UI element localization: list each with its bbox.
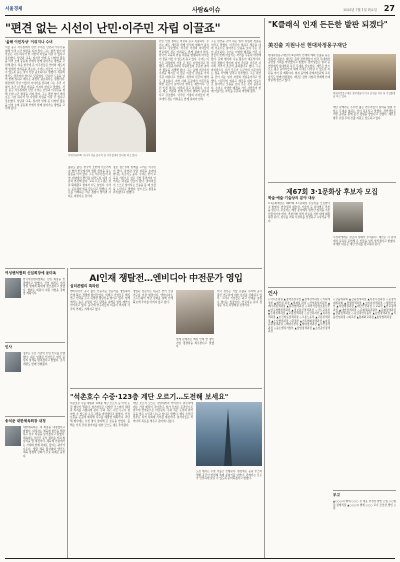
left-box-divider-1 xyxy=(5,268,65,269)
left-box-1-body: 한국여성벤처협회는 신임 회장을 선출했다고 밝혔다. 신임 회장은 여성 창업 생태계 확대에 힘쓰겠다고 말했다. 협회는 회원사 지원 사업을 강화할 계획이다. xyxy=(23,278,65,296)
page-bottom-rule xyxy=(5,558,395,559)
left-column-divider xyxy=(67,268,68,558)
right-top-body-col2: 재단 관계자는 우수한 젊은 연주자들이 실력을 펼칠 수 있는 무대를 넓히는 것이 목표라고 말했다. 장학생들은 이번 공연을 통해 값진 경험을 쌓았다고 전했다. 재단은 향후 유럽 무대 진출 지원도 검토하고 있다. xyxy=(333,106,396,120)
left-box-3-title: 송석준 대한체육회장 내정 xyxy=(5,419,46,423)
masthead xyxy=(5,4,395,14)
obituary-title: 부고 xyxy=(333,493,340,497)
left-box-3-photo xyxy=(5,426,21,446)
award-lead: 학술·예술·기술상의 분야 대상 xyxy=(268,196,315,200)
left-box-1-photo xyxy=(5,278,21,298)
people-list-col2: ◇금융위원회 ▲금융정책과장 ▲자본시장과장 ◇공정거래위원회 ▲경쟁정책과장 ▲소비자정책과장 ◇행정안전부 ▲지방재정과장 ▲재난안전과장 ◇교육부 ▲학교정책과장 ▲대학정책과장 ◇문화체육관광부 ▲문화정책과장 ▲관광정책과장 ◇농림축산식품부 ▲농업정책과장 ▲식품산업과장 ◇외교부 ▲경제외교과장 ▲통상협력과장 xyxy=(333,298,396,319)
left-box-divider-3 xyxy=(5,416,65,417)
lead-body-col4: 난민 인정 절차는 여전히 길고 복잡하다. 수녀는 제도 개선과 함께 인식의 변화가 필요하다고 강조했다. 이주민 가정의 자녀들이 학교에서 겪는 어려움도 함께 살펴야 한다. 한국어 교육과 학습 지원을 병행하며 아이들이 꿈을 키울 수 있도록 돕고 있다. 수녀는 이 모든 과정에서 가장 큰 힘은 사람이라고 말했다. 자원봉사자와 후원자들의 꾸준한 참여가 활동을 지탱해 왔다. 그는 올해 이민자상 수상을 계기로 더 많은 이들이 관심을 가져 주길 바란다고 전했다. 정부와 민간의 협력도 필요하다. 지역 사회 곳곳에서 이주민을 위한 공간이 늘어나야 한다는 제안이다. 난민 인정 절차는 여전히 길고 복잡하다. 수녀는 제도 개선과 함께 인식의 변화가 필요하다고 강조했다. 이주민 가정의 자녀들이 학교에서 겪는 어려움도 함께 살펴야 한다. xyxy=(159,40,209,101)
obituary-list: ▲○○○씨 별세 ○○○ 전 대표 부친상 발인 ○일 ○○병원 장례식장 ▲○○○씨 별세 ○○○ 교수 모친상 발인 ○일 xyxy=(333,500,396,511)
column-divider xyxy=(264,18,265,558)
bottom-body-col2: 계단 오르기 코스는 전망대까지 이어진다. 완주자에게는 기념 메달이 주어진다. 참가 신청은 온라인으로 받으며 선착순으로 마감된다. 주최 측은 도전의 즐거움을 많은 시민과 나누고 싶다고 말했다. 행사 수익금 일부는 지역 사회에 기부될 예정이다. 참가자들은 저마다의 목표를 세우고 준비에 나섰다. xyxy=(133,402,193,423)
left-box-3-body: 대한체육회는 새 회장을 내정했다고 밝혔다. 내정자는 체육계 현안을 해결하고 선수 지원을 늘리겠다고 말했다. 체육회는 조만간 공식 절차를 거쳐 취임식을 열 예정이다. 체육계 안팎에서는 기대와 함께 과제도 많다는 평가가 나온다. 생활 체육 활성화와 엘리트 체육 경쟁력 강화가 주요 과제로 꼽힌다. xyxy=(23,426,65,458)
left-box-2-body: 정부는 주요 기관의 신임 인사를 단행했다. 새로 임명된 인사들은 현장 중심의 정책을 펼치겠다고 밝혔다. 조직 개편도 함께 진행됐다. xyxy=(23,352,65,366)
paper-name: 서울경제 xyxy=(5,7,23,12)
lead-body-col2: 출판도 출신, 한국어 오반에 이르기까지 협력 한국에서의 생활 정착을 돕는 활동을 이어 왔다. 그는 이주민들이 지역 사회에서 뿌리를 내리도록 여러 기관과 연결해 왔다. 교육 프로그램은 점차 확대됐고 참여자 수도 늘었다. 수녀는 공동체의 힘을 믿는다고 말했다. 서로를 이해하는 작은 경험이 쌓이면 사회도 바뀐다는 것이다. xyxy=(68,166,111,198)
middle-byline: 실리콘밸리 특파원 xyxy=(70,284,100,288)
middle-body-col3: 업계 관계자는 핵심 인재 한 명이 기업 경쟁력을 좌우한다고 말했다. xyxy=(176,338,214,349)
page-number: 27 xyxy=(383,4,395,13)
right-top-subhead: 美진출 지원나선 현대차정몽구재단 xyxy=(268,43,347,49)
lead-photo-caption: 이위지나(53) 수녀가 서울 중구의 한 사무실에서 인터뷰 하고 있다. xyxy=(68,154,138,157)
lead-body-col1: 서울 중구 사무실에서 만난 수녀는 난민과 이주민을 위해 오랜 시간 현장을 지켜 왔다. 그는 편견 없이 바라보는 시선 하나가 한 사람의 자립을 이끌 수 있다고 강조했다. 상담과 교육, 일자리 연계 등 다양한 활동을 이어 오며 공동체 안에서 함께 살아가는 방법을 고민해 왔다. 처음 한국에 온 이주민들은 언어와 제도의 벽 앞에서 어려움을 겪는다. 수녀는 이들이 스스로 설 수 있도록 돕는 것이 가장 중요하다고 말했다. 지원의 방식도 달라져야 한다고 덧붙였다. 단순한 도움을 넘어 함께 일하고 배우는 과정이 필요하다는 설명이다. 현장에서 만난 이들의 이야기를 전하며 그는 우리 사회가 조금 더 열린 마음을 가져야 한다고 말했다. 서울 중구 사무실에서 만난 수녀는 난민과 이주민을 위해 오랜 시간 현장을 지켜 왔다. 그는 편견 없이 바라보는 시선 하나가 한 사람의 자립을 이끌 수 있다고 강조했다. 상담과 교육, 일자리 연계 등 다양한 활동을 이어 오며 공동체 안에서 함께 살아가는 방법을 고민해 왔다. xyxy=(5,46,65,111)
obituary-rule xyxy=(333,490,396,491)
people-top-rule xyxy=(268,287,396,288)
right-top-headline: "K클래식 인재 든든한 발판 되겠다" xyxy=(268,20,388,29)
left-box-2-title: 인사 xyxy=(5,345,12,349)
left-box-divider-2 xyxy=(5,342,65,343)
portrait-figure xyxy=(90,58,132,104)
middle-photo xyxy=(176,290,214,334)
middle-body-col2: 영입된 전문가는 대규모 언어 모델 연구를 이끌 예정이다. 엔비디아는 소프트웨어 역량 강화를 위해 인재 확보에 투자를 아끼지 않고 있다. xyxy=(133,290,173,304)
award-photo xyxy=(333,202,363,232)
tower-figure xyxy=(224,408,232,466)
bottom-photo xyxy=(196,402,262,466)
bottom-top-rule xyxy=(70,388,262,389)
right-top-photo-caption: 현대차정몽구재단 장학생들이 미국 공연을 마친 뒤 기념촬영을 하고 있다. xyxy=(333,92,396,98)
portrait-body xyxy=(78,102,146,152)
left-box-1-title: 여성벤처협회 신임회장에 윤미옥 xyxy=(5,271,57,275)
people-list-col1: ◇국무조정실 ▲정책조정국장 ▲정책관리과장 ◇기획재정부 ▲예산실 과장 ▲세제실 과장 ◇산업통상자원부 ▲에너지정책과장 ▲통상협력과장 ◇과학기술정보통신부 ▲연구개발정책과장 ▲정보통신정책과장 ◇국토교통부 ▲주택정책과장 ▲교통정책과장 ◇보건복지부 ▲복지정책과장 ▲보건의료정책과장 ◇고용노동부 ▲고용정책과장 ▲노사협력과장 ◇환경부 ▲기후변화정책과장 ▲자원순환정책과장 ◇해양수산부 ▲해양정책과장 ▲수산정책과장 ◇중소벤처기업부 ▲창업정책과장 ▲소상공인정책과장 xyxy=(268,298,330,334)
right-divider xyxy=(268,182,396,183)
section-name: 사람&이슈 xyxy=(192,7,221,14)
middle-top-rule xyxy=(70,268,262,269)
lead-headline: "편견 없는 시선이 난민·이주민 자립 이끌죠" xyxy=(5,21,221,35)
left-box-2-photo xyxy=(5,352,21,372)
middle-headline: AI인재 쟁탈전…엔비디아 中전문가 영입 xyxy=(89,274,243,284)
right-top-body-col1: 현대차정몽구재단이 K클래식 인재의 해외 진출을 돕는 지원에 나섰다. 재단은 음악 장학생들이 미국 무대에서 공연할 기회를 마련했다고 밝혔다. 장학생들은 현지 공연장에서 실내악과 독주 무대를 선보였다. 재단은 앞으로도 젊은 음악가들이 세계 무대로 나아갈 수 있도록 지원을 이어 갈 계획이다. 현지 음악계 관계자들과의 교류 자리도 함께 마련됐다. 재단은 장학 사업과 연계해 인재 발굴에 힘쓰고 있다. xyxy=(268,54,330,83)
middle-body-col1: 엔비디아가 중국 출신 인공지능 전문가를 영입하며 인재 확보 경쟁에 뛰어들었다. 빅테크 기업들은 핵심 연구 인력을 두고 치열한 쟁탈전을 벌이고 있다. 업계에서는 높은 보상과 연구 환경을 내세운 영입 제안이 이어지고 있다. 중국계 연구자들의 비중이 커지며 각국의 견제도 거세지고 있다. xyxy=(70,290,130,311)
bottom-headline: "석촌호수 수중·123층 계단 오르기…도전해 보세요" xyxy=(70,393,229,401)
award-body-col2: 수상자에게는 상금과 상패가 수여된다. 재단은 각 분야에서 묵묵히 공헌해 온 인물을 널리 알리겠다고 밝혔다. 자세한 내용은 재단 안내를 참고하면 된다. xyxy=(333,236,396,247)
masthead-rule xyxy=(5,15,395,16)
lead-body-col3: 정보 접근성의 한계를 느끼는 이주민이 많다. 통역과 상담 지원을 늘려야 한다는 목소리도 높다. 수녀는 언어 교육을 기본으로 삼고 직업 훈련까지 이어지는 과정을 만들어 왔다. 참여자들이 스스로 일어서는 모습을 볼 때 보람을 느낀다고 말했다. 앞으로도 현장을 지키겠다고 밝혔다. xyxy=(113,166,156,195)
lead-body-col5: 그는 편견을 걷어 내는 일이 자립의 첫걸음이라고 말했다. 이주민이 일하고 세금을 내며 이웃으로 살아가는 모습을 보여 주는 것이 중요하다. 수녀는 다양한 배경을 가진 사람들이 함께 어울리는 자리를 꾸준히 마련해 왔다. 문화 행사와 나눔 활동이 대표적이다. 이런 경험이 쌓이며 지역 주민과 이주민 사이의 거리가 조금씩 좁혀졌다고 했다. 그는 마지막으로 우리 모두가 누군가의 이웃이라는 점을 기억해 달라고 당부했다. 그는 편견을 걷어 내는 일이 자립의 첫걸음이라고 말했다. 이주민이 일하고 세금을 내며 이웃으로 살아가는 모습을 보여 주는 것이 중요하다. 수녀는 다양한 배경을 가진 사람들이 함께 어울리는 자리를 꾸준히 마련해 왔다. xyxy=(211,40,261,94)
lead-rule xyxy=(5,37,260,38)
people-title: 인사 xyxy=(268,291,278,297)
award-body-col1: 3·1문화재단은 제67회 3·1문화상 후보자를 모집한다고 밝혔다. 학술상과 예술상, 기술상 등 분야별로 추천을 받는다. 후보자는 해당 분야에서 뛰어난 업적을 이룬 인물이어야 한다. 추천서와 업적 자료를 기한 내에 제출하면 된다. 심사를 거쳐 수상자를 선정하고 시상식을 연다. xyxy=(268,202,330,223)
bottom-body-col3: 도전 행사는 주말 이틀간 진행된다. 현장에는 응원 부스와 체험 공간이 마련돼 축제 분위기를 더한다. 관계자는 모두가 안전하게 즐길 수 있도록 준비하겠다고 밝혔다. xyxy=(196,470,262,481)
right-top-photo xyxy=(333,54,396,90)
lead-kicker: '올해 이민자상' 이위지나 수녀 xyxy=(5,40,53,44)
award-headline: 제67회 3·1문화상 후보자 모집 xyxy=(286,188,378,196)
bottom-body-col1: 석촌호수 수중 체험과 123층 계단 오르기 등 이색 도전 행사가 열린다. 참가자들은 다양한 코스에서 체력과 의지를 시험하게 된다. 주최 측은 시민 누구나 참여할 수 있도록 프로그램을 마련했다고 밝혔다. 안전 요원을 곳곳에 배치해 사고를 예방할 계획이다. 지난해 행사에는 수천 명이 참여해 큰 호응을 얻었다. 올해는 가족 단위 참가자를 위한 코스도 새로 추가됐다. xyxy=(70,402,130,427)
issue-date: 2025년 7월 1일 화요일 xyxy=(343,8,377,12)
lead-photo xyxy=(68,40,156,152)
middle-body-col4: 미국 정부는 기술 유출을 우려해 중국 출신 연구자에 대한 심사를 강화하고 있다. 그러나 기업들은 최고 인재를 놓칠 수 없다는 입장이다. 인공지능 분야 경쟁은 더욱 치열해질 전망이다. xyxy=(217,290,262,308)
